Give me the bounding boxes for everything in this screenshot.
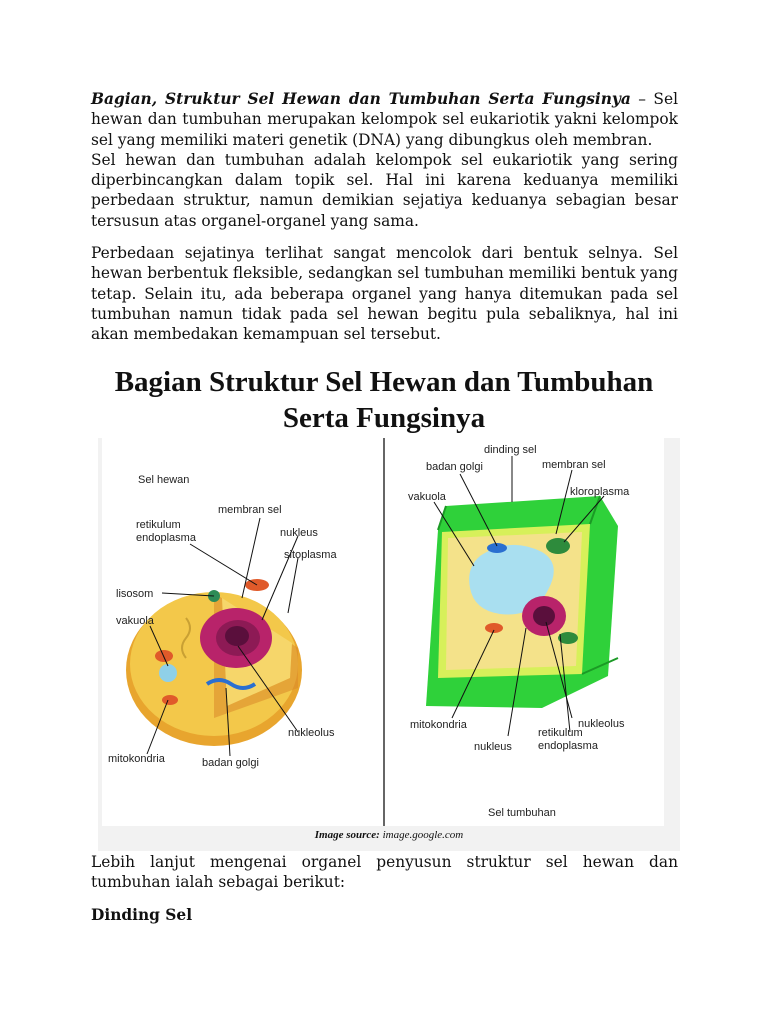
- animal-label-sitoplasma: sitoplasma: [284, 549, 337, 561]
- animal-label-lisosom: lisosom: [116, 588, 154, 600]
- plant-golgi: [487, 543, 507, 553]
- animal-nucleolus: [225, 626, 249, 646]
- figure-caption: [98, 829, 680, 841]
- plant-label-dinding: dinding sel: [484, 444, 537, 456]
- intro-lead: Bagian, Struktur Sel Hewan dan Tumbuhan Serta Fungsinya: [91, 90, 631, 108]
- plant-label-vakuola: vakuola: [408, 491, 446, 503]
- cell-diagram-svg: [102, 438, 664, 826]
- intro-lead-rest: – Sel hewan dan tumbuhan merupakan kelompok sel eukariotik yakni kelompok sel yang memiliki materi genetik (DNA) yang dibungkus oleh membran.: [91, 90, 678, 149]
- after-figure-paragraph: Lebih lanjut mengenai organel penyusun struktur sel hewan dan tumbuhan ialah sebagai berikut:: [91, 853, 678, 892]
- heading-line-1: Bagian Struktur Sel Hewan dan Tumbuhan: [114, 366, 654, 398]
- plant-label-membran: membran sel: [542, 459, 606, 471]
- animal-label-retikulum-1: retikulum: [136, 519, 181, 531]
- plant-label-kloroplasma: kloroplasma: [570, 486, 630, 498]
- animal-label-nukleus: nukleus: [280, 527, 318, 539]
- plant-nucleolus: [533, 606, 555, 626]
- animal-label-nukleolus: nukleolus: [288, 727, 335, 739]
- plant-label-nukleus: nukleus: [474, 741, 512, 753]
- caption-label: Image source:: [314, 829, 380, 841]
- plant-chloroplast-1: [546, 538, 570, 554]
- cell-diagram: [102, 438, 664, 826]
- plant-cell-illustration: [426, 496, 618, 708]
- plant-label-retikulum-2: endoplasma: [538, 740, 598, 752]
- paragraph-2: Sel hewan dan tumbuhan adalah kelompok sel eukariotik yang sering diperbincangkan dalam topik sel. Hal ini karena keduanya memiliki perbedaan struktur, namun demikian sejatiya keduanya sebagian besar tersusun atas organel-organel yang sama.: [91, 150, 678, 230]
- caption-source: image.google.com: [379, 829, 464, 841]
- plant-label-nukleolus: nukleolus: [578, 718, 625, 730]
- animal-vacuole: [159, 664, 177, 682]
- intro-paragraph: [91, 89, 678, 150]
- animal-label-vakuola: vakuola: [116, 615, 154, 627]
- animal-label-mitokondria: mitokondria: [108, 753, 165, 765]
- plant-mito: [485, 623, 503, 633]
- plant-label-golgi: badan golgi: [426, 461, 483, 473]
- plant-title: Sel tumbuhan: [488, 807, 556, 819]
- plant-label-mitokondria: mitokondria: [410, 719, 467, 731]
- animal-label-golgi: badan golgi: [202, 757, 259, 769]
- subheading-dinding-sel: Dinding Sel: [91, 906, 193, 924]
- animal-mito-3: [162, 695, 178, 705]
- animal-label-retikulum-2: endoplasma: [136, 532, 196, 544]
- plant-label-retikulum-1: retikulum: [538, 727, 583, 739]
- section-heading: [60, 364, 708, 436]
- animal-label-membran: membran sel: [218, 504, 282, 516]
- animal-title: Sel hewan: [138, 474, 190, 486]
- heading-line-2: Serta Fungsinya: [282, 402, 486, 434]
- cell-figure: [98, 438, 680, 851]
- animal-cell-illustration: [126, 579, 302, 746]
- paragraph-3: Perbedaan sejatinya terlihat sangat mencolok dari bentuk selnya. Sel hewan berbentuk fleksible, sedangkan sel tumbuhan memiliki bentuk yang tetap. Selain itu, ada beberapa organel yang hanya ditemukan pada sel tumbuhan namun tidak pada sel hewan begitu pula sebaliknya, hal ini akan membedakan kemampuan sel tersebut.: [91, 244, 678, 344]
